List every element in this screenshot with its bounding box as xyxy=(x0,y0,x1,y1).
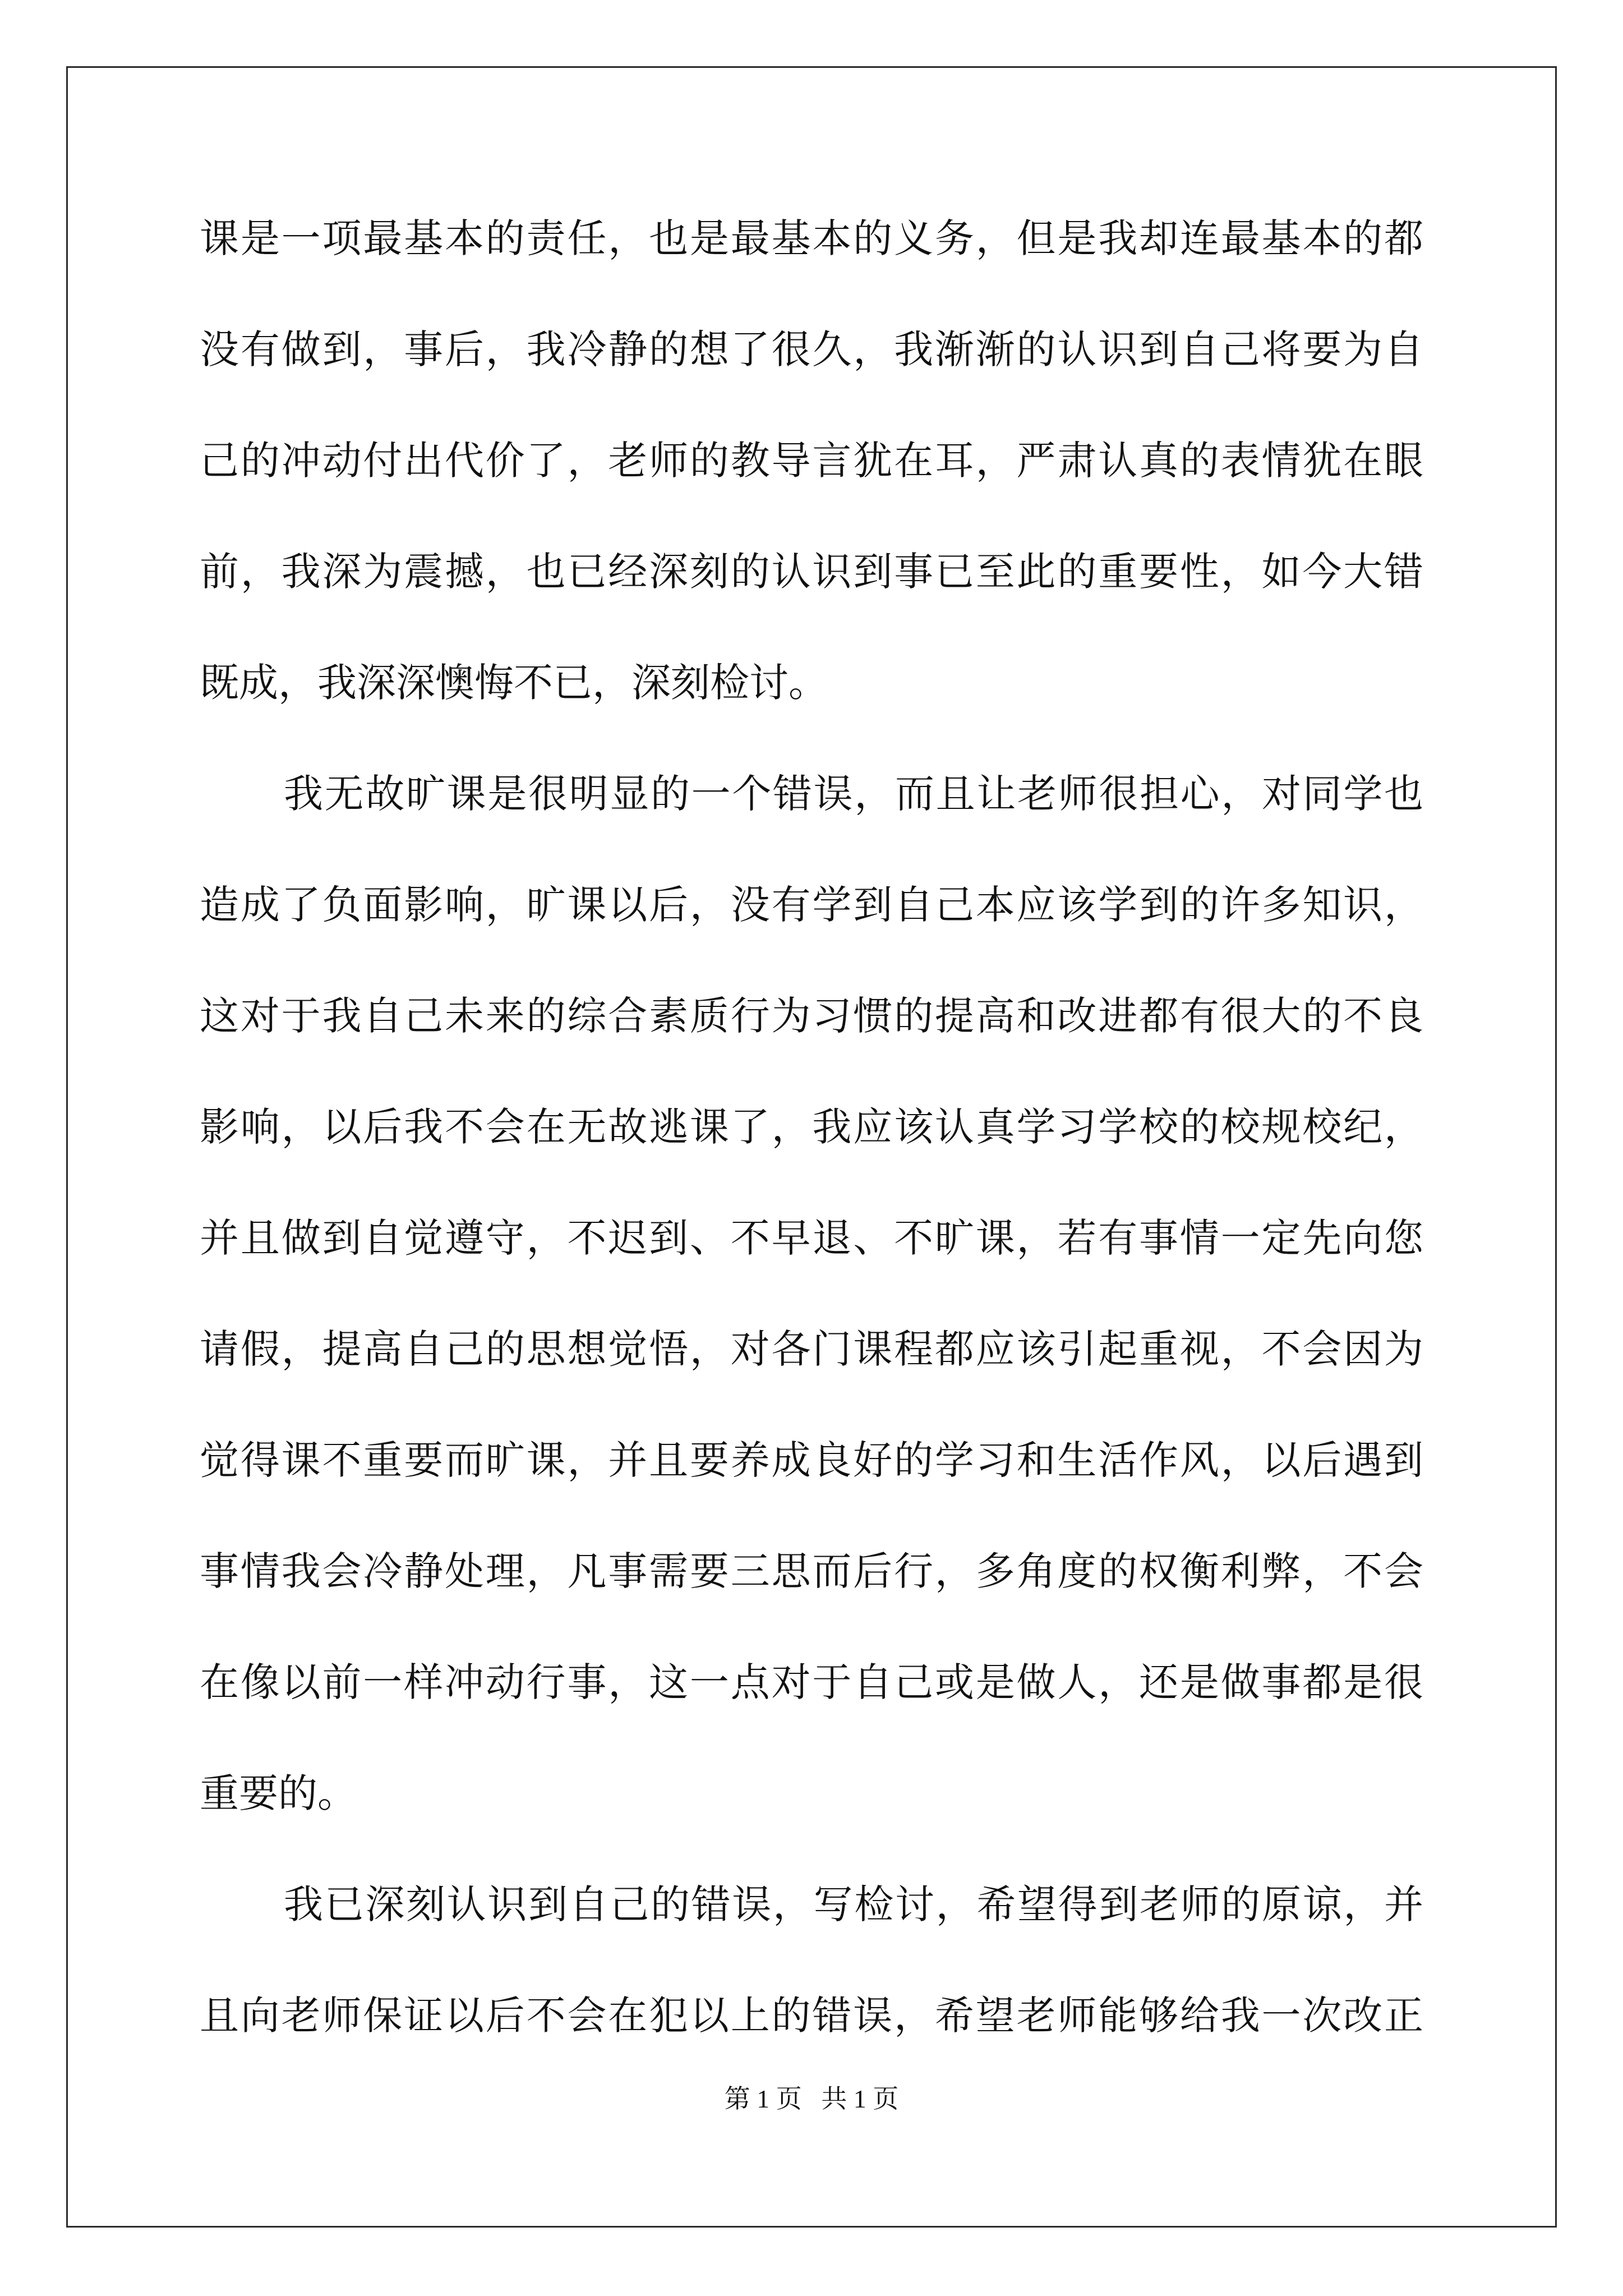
text-line: 且向老师保证以后不会在犯以上的错误，希望老师能够给我一次改正 xyxy=(200,1993,1423,2039)
text-line: 并且做到自觉遵守，不迟到、不早退、不旷课，若有事情一定先向您 xyxy=(200,1215,1423,1261)
text-line: 这对于我自己未来的综合素质行为习惯的提高和改进都有很大的不良 xyxy=(200,993,1423,1039)
text-line: 我无故旷课是很明显的一个错误，而且让老师很担心，对同学也 xyxy=(284,771,1423,817)
text-line: 请假，提高自己的思想觉悟，对各门课程都应该引起重视，不会因为 xyxy=(200,1326,1423,1372)
text-line: 影响，以后我不会在无故逃课了，我应该认真学习学校的校规校纪， xyxy=(200,1104,1423,1150)
text-line: 在像以前一样冲动行事，这一点对于自己或是做人，还是做事都是很 xyxy=(200,1659,1423,1705)
text-line: 前，我深为震撼，也已经深刻的认识到事已至此的重要性，如今大错 xyxy=(200,549,1423,595)
document-body xyxy=(200,210,1423,2099)
text-line: 事情我会冷静处理，凡事需要三思而后行，多角度的权衡利弊，不会 xyxy=(200,1548,1423,1594)
text-line: 觉得课不重要而旷课，并且要养成良好的学习和生活作风，以后遇到 xyxy=(200,1437,1423,1483)
text-line: 己的冲动付出代价了，老师的教导言犹在耳，严肃认真的表情犹在眼 xyxy=(200,438,1423,484)
page-number-footer: 第 1 页 共 1 页 xyxy=(724,2085,899,2113)
text-line: 既成，我深深懊悔不已，深刻检讨。 xyxy=(200,660,828,706)
text-line: 重要的。 xyxy=(200,1770,357,1816)
text-line: 没有做到，事后，我冷静的想了很久，我渐渐的认识到自己将要为自 xyxy=(200,326,1423,372)
text-line: 课是一项最基本的责任，也是最基本的义务，但是我却连最基本的都 xyxy=(200,215,1423,261)
text-line: 造成了负面影响，旷课以后，没有学到自己本应该学到的许多知识， xyxy=(200,882,1423,928)
text-line: 我已深刻认识到自己的错误，写检讨，希望得到老师的原谅，并 xyxy=(284,1881,1423,1927)
